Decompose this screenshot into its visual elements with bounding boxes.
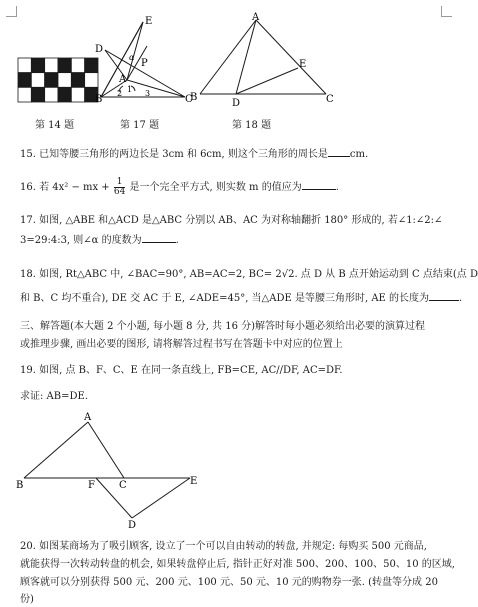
question-18-line-2: 和 B、C 均不重合), DE 交 AC 于 E, ∠ADE=45°, 当△ADE 是等腰三角形时, AE 的长度为 . (20, 290, 440, 306)
figure-19-diagram (12, 408, 212, 531)
grid-cell (71, 87, 84, 102)
label-C: C (185, 94, 193, 105)
figure-17 (95, 12, 198, 111)
label-A: A (84, 412, 92, 423)
label-C: C (326, 94, 334, 105)
fraction-1-over-64: $\frac{1}{64}$ (113, 177, 126, 197)
question-15 (20, 146, 440, 162)
grid-cell (45, 73, 58, 88)
answer-blank-18[interactable] (429, 290, 459, 301)
label-angle-1: 1 (127, 85, 133, 94)
label-E: E (145, 16, 153, 27)
page-corner-mark-left (6, 6, 17, 17)
answer-blank-17[interactable] (142, 232, 176, 243)
label-D: D (95, 44, 104, 55)
question-17-line-1: 17. 如图, △ABE 和△ACD 是△ABC 分别以 AB、AC 为对称轴翻折 180° 形成的, 若∠1:∠2:∠ (20, 215, 443, 226)
grid-cell (31, 73, 44, 88)
label-B: B (95, 94, 103, 105)
grid-cell (58, 73, 71, 88)
section-3-heading-line-2: 或推理步骤, 画出必要的图形, 请将解答过程书写在答题卡中对应的位置上 (20, 339, 343, 350)
question-18-line-1: 18. 如图, Rt△ABC 中, ∠BAC=90°, AB=AC=2, BC= 2√2. 点 D 从 B 点开始运动到 C 点结束(点 D (20, 269, 478, 280)
label-E: E (299, 59, 307, 70)
grid-cell (18, 58, 31, 73)
question-19-line-1: 19. 如图, 点 B、F、C、E 在同一条直线上, FB=CE, AC//DF, AC=DF. (20, 365, 343, 376)
question-16-suffix: 是一个完全平方式, 则实数 m 的值应为 (129, 182, 302, 193)
grid-cell (58, 58, 71, 73)
question-19-line-2: 求证: AB=DE. (20, 391, 88, 402)
label-D: D (128, 520, 137, 531)
question-20-line-3: 顾客就可以分别获得 500 元、200 元、100 元、50 元、10 元的购物券一张. (转盘等分成 20 (20, 577, 438, 588)
figure-17-diagram (95, 12, 198, 107)
figure-14 (18, 58, 98, 106)
figure-19 (12, 408, 212, 532)
page-corner-mark-right (441, 6, 452, 17)
answer-blank-15[interactable] (328, 146, 350, 157)
label-P: P (141, 58, 148, 69)
label-B: B (190, 92, 198, 103)
question-15-text: 15. 已知等腰三角形的两边长是 3cm 和 6cm, 则这个三角形的周长是 (20, 149, 328, 160)
grid-cell (18, 87, 31, 102)
figure-14-caption: 第 14 题 (35, 120, 75, 131)
label-angle-2: 2 (117, 89, 123, 98)
question-16: 16. 若 4x² − mx + $\frac{1}{64}$ 是一个完全平方式, 则实数 m 的值应为 . (20, 177, 339, 197)
label-alpha: α (129, 53, 135, 62)
grid-cell (71, 73, 84, 88)
answer-blank-16[interactable] (302, 179, 336, 190)
grid-cell (18, 73, 31, 88)
figure-17-caption: 第 17 题 (120, 120, 160, 131)
label-B: B (16, 480, 24, 491)
grid-cell (45, 87, 58, 102)
label-C: C (119, 480, 127, 491)
section-3-heading-line-1: 三、解答题(本大题 2 个小题, 每小题 8 分, 共 16 分)解答时每小题必须给出必要的演算过程 (20, 321, 426, 332)
question-20-line-1: 20. 如图某商场为了吸引顾客, 设立了一个可以自由转动的转盘, 并规定: 每购买 500 元商品, (20, 541, 427, 552)
label-F: F (88, 480, 95, 491)
figure-18-diagram (188, 10, 338, 110)
label-D: D (232, 98, 241, 109)
figure-18 (188, 10, 338, 114)
grid-cell (31, 58, 44, 73)
figure-14-grid (18, 58, 98, 102)
label-A: A (119, 74, 127, 85)
grid-cell (45, 58, 58, 73)
question-16-prefix: 16. 若 4x² − mx + (20, 182, 110, 193)
grid-cell (31, 87, 44, 102)
label-A: A (252, 12, 260, 23)
grid-cell (71, 58, 84, 73)
label-angle-3: 3 (145, 89, 151, 98)
label-E: E (190, 476, 198, 487)
question-17-line-2: 3=29:4:3, 则∠α 的度数为 . (20, 232, 440, 248)
question-15-unit: cm. (349, 149, 369, 160)
figure-18-caption: 第 18 题 (232, 120, 272, 131)
grid-cell (58, 87, 71, 102)
question-20-line-4: 份) (20, 594, 34, 605)
question-20-line-2: 就能获得一次转动转盘的机会, 如果转盘停止后, 指针正好对准 500、200、100、50、10 的区域, (20, 559, 455, 570)
